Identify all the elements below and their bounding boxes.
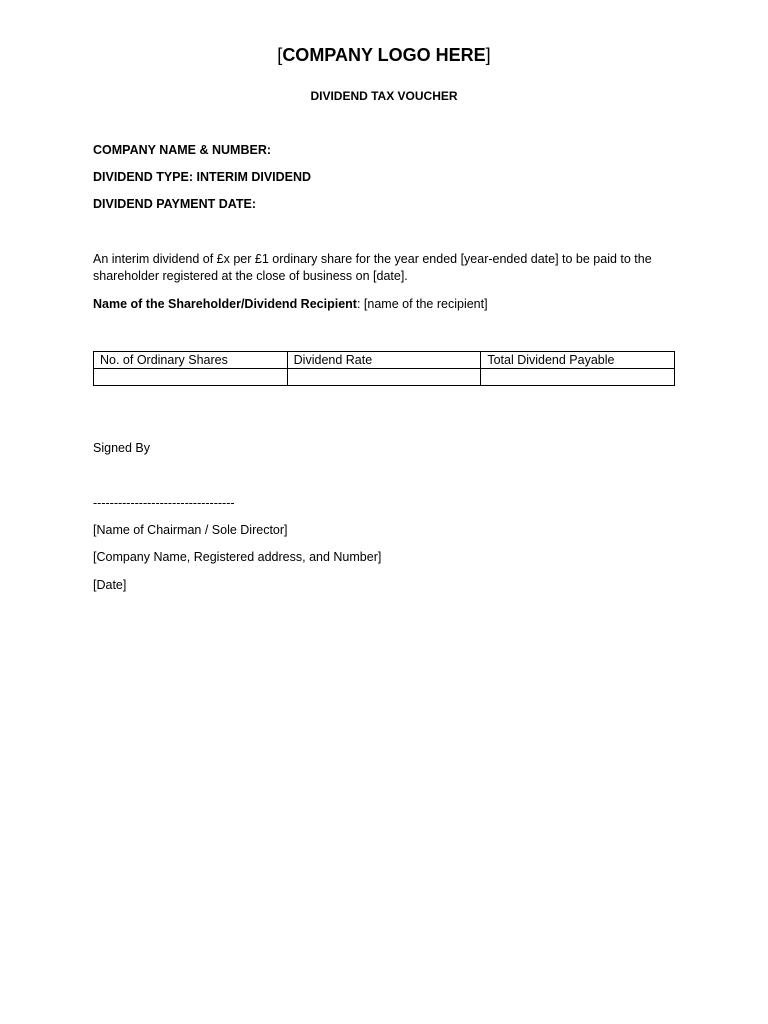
table-header-rate: Dividend Rate [287,352,481,369]
dividend-table [93,351,675,386]
document-title: DIVIDEND TAX VOUCHER [310,89,458,103]
signature-date: [Date] [93,578,127,592]
logo-bracket-close: ] [485,45,491,65]
recipient-line [93,296,488,313]
dividend-description: An interim dividend of £x per £1 ordinary share for the year ended [year-ended date] to be paid to the shareholder registered at the close of business on [date]. [93,252,652,283]
signatory-name: [Name of Chairman / Sole Director] [93,523,288,537]
dividend-type-field: DIVIDEND TYPE: INTERIM DIVIDEND [93,170,312,184]
signed-by-label: Signed By [93,441,150,455]
signature-line: ---------------------------------- [93,496,235,510]
table-header-shares: No. of Ordinary Shares [94,352,288,369]
company-logo-placeholder [0,44,768,66]
recipient-label: Name of the Shareholder/Dividend Recipient [93,297,357,311]
company-name-field: COMPANY NAME & NUMBER: [93,143,272,157]
table-header-total: Total Dividend Payable [481,352,675,369]
recipient-value: : [name of the recipient] [356,297,488,311]
logo-text: COMPANY LOGO HERE [282,45,486,65]
table-cell-rate[interactable] [287,369,481,386]
table-cell-shares[interactable] [94,369,288,386]
table-row [94,369,675,386]
payment-date-field: DIVIDEND PAYMENT DATE: [93,197,256,211]
table-header-row [94,352,675,369]
logo-bracket-open: [ [277,45,283,65]
signatory-company: [Company Name, Registered address, and Number] [93,550,382,564]
table-cell-total[interactable] [481,369,675,386]
